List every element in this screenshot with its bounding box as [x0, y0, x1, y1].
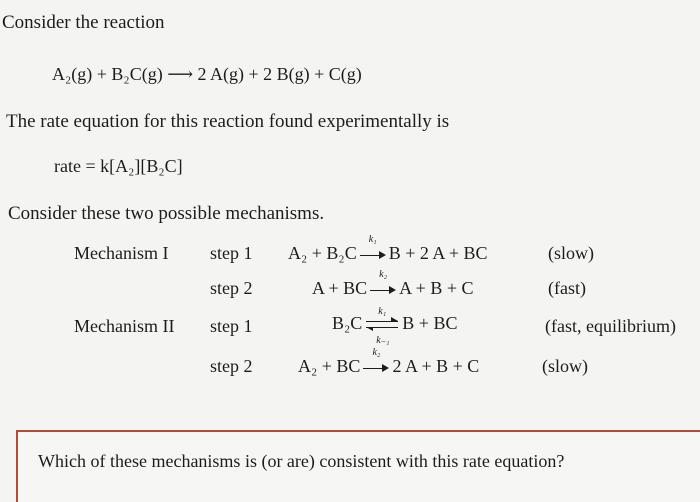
reverse-rate-constant: k₋₁	[376, 334, 390, 346]
products: B + 2 A + BC	[388, 243, 488, 263]
mechanism-1-step-1-speed: (slow)	[548, 243, 594, 263]
mechanism-1-step-2-label: step 2	[210, 278, 253, 298]
products: A + B + C	[399, 278, 474, 298]
forward-arrow-icon	[360, 233, 386, 260]
reactants: A₂ + B₂C	[288, 243, 357, 263]
reactants: A + BC	[312, 278, 368, 298]
rate-constant: k₁	[368, 233, 377, 245]
products: B + BC	[402, 313, 458, 333]
mechanism-2-name: Mechanism II	[74, 316, 175, 336]
forward-arrow-icon	[370, 268, 396, 295]
question-box	[16, 430, 700, 502]
equilibrium-arrow-icon	[366, 305, 398, 346]
products: 2 A + B + C	[392, 356, 480, 376]
mechanism-1-step-2-speed: (fast)	[548, 278, 586, 298]
mechanism-2-step-2-speed: (slow)	[542, 356, 588, 376]
mechanism-2-step-1-speed: (fast, equilibrium)	[545, 316, 676, 336]
reactants: B₂C	[332, 313, 363, 333]
mechanism-2-step-2-label: step 2	[210, 356, 253, 376]
mechanism-2-step-1-label: step 1	[210, 316, 253, 336]
rate-equation: rate = k[A₂][B₂C]	[54, 156, 183, 176]
mechanisms-intro-text: Consider these two possible mechanisms.	[8, 203, 325, 224]
rate-intro-text: The rate equation for this reaction found experimentally is	[6, 111, 450, 132]
rate-constant: k₂	[372, 346, 381, 358]
forward-rate-constant: k₁	[378, 305, 387, 317]
reactants: A₂ + BC	[298, 356, 361, 376]
rate-constant: k₂	[379, 268, 388, 280]
overall-reaction: A₂(g) + B₂C(g) ⟶ 2 A(g) + 2 B(g) + C(g)	[52, 64, 362, 84]
mechanism-1-step-1-reaction	[288, 233, 488, 264]
mechanism-1-step-2-reaction	[312, 268, 474, 299]
intro-text: Consider the reaction	[2, 12, 165, 33]
mechanism-1-name: Mechanism I	[74, 243, 169, 263]
forward-arrow-icon	[363, 346, 389, 373]
mechanism-2-step-2-reaction	[298, 346, 480, 377]
question-text: Which of these mechanisms is (or are) consistent with this rate equation?	[38, 451, 565, 471]
mechanism-2-step-1-reaction	[332, 305, 458, 346]
mechanism-1-step-1-label: step 1	[210, 243, 253, 263]
